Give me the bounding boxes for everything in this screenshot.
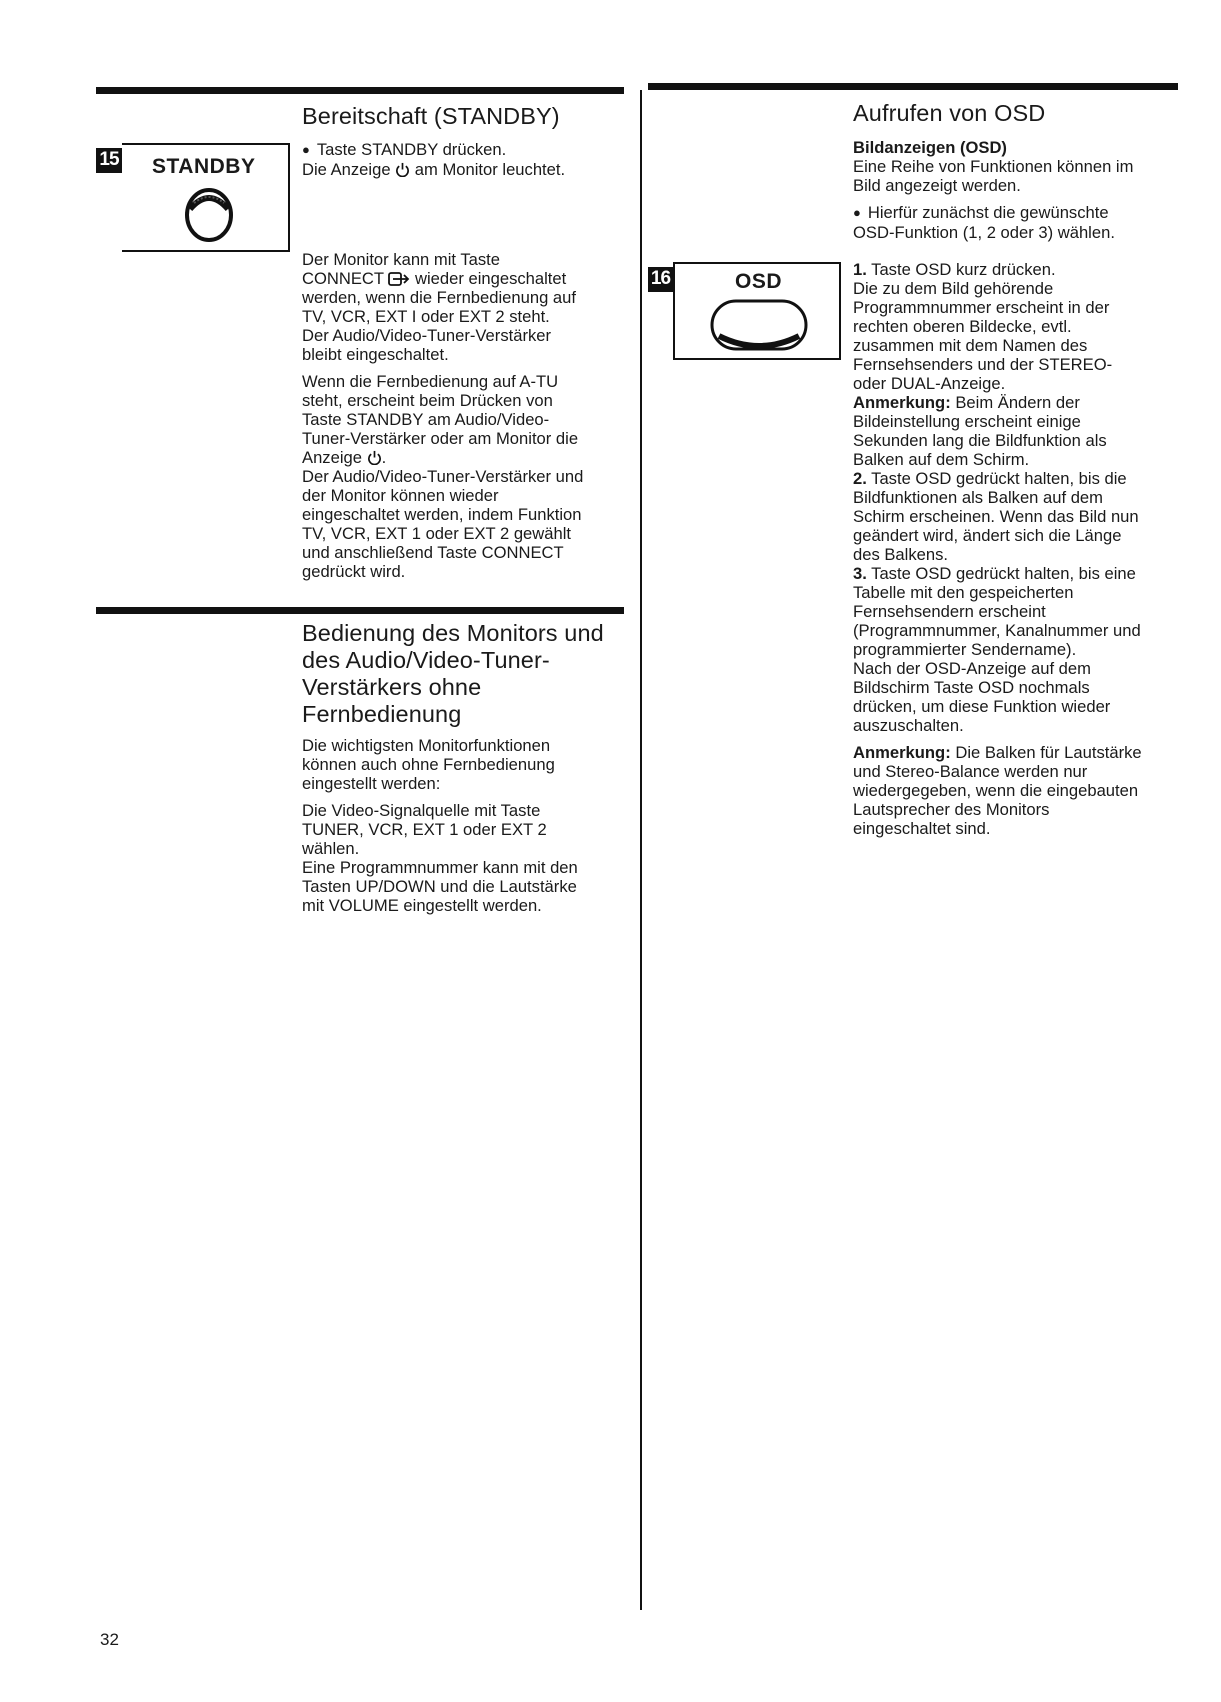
osd-button-icon	[709, 298, 809, 354]
osd-subheading: Bildanzeigen (OSD)	[853, 138, 1007, 157]
page-number: 32	[100, 1630, 119, 1649]
connect-symbol-icon	[388, 272, 410, 286]
osd-note-1: Anmerkung: Beim Ändern der	[853, 393, 1080, 412]
standby-connect-paragraph: Der Monitor kann mit Taste CONNECT wieder eingeschaltet werden, wenn die Fernbedienung auf TV, VCR, EXT I oder EXT 2 steht. Der Audio/Video-Tuner-Verstärker bleibt eingeschaltet. Wenn die Fernbedienung auf A-TU steht, erscheint beim Drücken von Taste STANDBY am Audio/Video- Tuner-Verstärker oder am Monitor die Anzeige . Der Audio/Video-Tuner-Verstärker und der Monitor können wieder eingeschaltet werden, indem Funktion TV, VCR, EXT 1 oder EXT 2 gewählt und anschließend Taste CONNECT gedrückt wird.	[302, 250, 584, 581]
standby-title: Bereitschaft (STANDBY)	[302, 103, 560, 129]
osd-title: Aufrufen von OSD	[853, 100, 1046, 126]
osd-intro: Bildanzeigen (OSD) Eine Reihe von Funktionen können im Bild angezeigt werden. ● Hierfür zunächst die gewünschte OSD-Funktion (1, 2 oder 3) wählen.	[853, 138, 1183, 242]
standby-symbol-icon	[367, 450, 382, 465]
osd-note-2: Anmerkung: Die Balken für Lautstärke	[853, 743, 1142, 762]
osd-step-3: 3. Taste OSD gedrückt halten, bis eine	[853, 564, 1136, 583]
osd-figure	[673, 262, 841, 360]
standby-indicator-line: Die Anzeige am Monitor leuchtet.	[302, 160, 566, 179]
figure-15-number: 15	[96, 148, 122, 173]
manual-title: Bedienung des Monitors und des Audio/Video-Tuner- Verstärkers ohne Fernbedienung	[302, 620, 604, 727]
osd-figure-label: OSD	[735, 270, 783, 293]
standby-button-icon	[182, 185, 236, 245]
osd-section-rule	[648, 83, 1178, 90]
figure-16-number: 16	[648, 267, 673, 292]
standby-bullet: ● Taste STANDBY drücken.	[302, 140, 622, 160]
standby-figure-label: STANDBY	[152, 155, 256, 178]
osd-step-2: 2. Taste OSD gedrückt halten, bis die	[853, 469, 1127, 488]
manual-body: Die wichtigsten Monitorfunktionen können auch ohne Fernbedienung eingestellt werden: Die Video-Signalquelle mit Taste TUNER, VCR, EXT 1 oder EXT 2 wählen. Eine Programmnummer kann mit den Tasten UP/DOWN und die Lautstärke mit VOLUME eingestellt werden.	[302, 736, 578, 915]
osd-step-1: 1. Taste OSD kurz drücken.	[853, 260, 1056, 279]
manual-section-rule	[96, 607, 624, 614]
column-divider	[640, 90, 642, 1610]
standby-symbol-icon	[395, 162, 410, 177]
standby-figure	[122, 143, 290, 252]
osd-steps: 1. Taste OSD kurz drücken. Die zu dem Bild gehörende Programmnummer erscheint in der rechten oberen Bildecke, evtl. zusammen mit dem Namen des Fernsehsenders und der STEREO- oder DUAL-Anzeige. Anmerkung: Beim Ändern der Bildeinstellung erscheint einige Sekunden lang die Bildfunktion als Balken auf dem Schirm. 2. Taste OSD gedrückt halten, bis die Bildfunktionen als Balken auf dem Schirm erscheinen. Wenn das Bild nun geändert wird, ändert sich die Länge des Balkens. 3. Taste OSD gedrückt halten, bis eine Tabelle mit den gespeicherten Fernsehsendern erscheint (Programmnummer, Kanalnummer und programmierter Sendername). Nach der OSD-Anzeige auf dem Bildschirm Taste OSD nochmals drücken, um diese Funktion wieder auszuschalten. Anmerkung: Die Balken für Lautstärke und Stereo-Balance werden nur wiedergegeben, wenn die eingebauten Lautsprecher des Monitors eingeschaltet sind.	[853, 260, 1183, 838]
standby-instructions	[302, 140, 622, 179]
standby-section-rule	[96, 87, 624, 94]
